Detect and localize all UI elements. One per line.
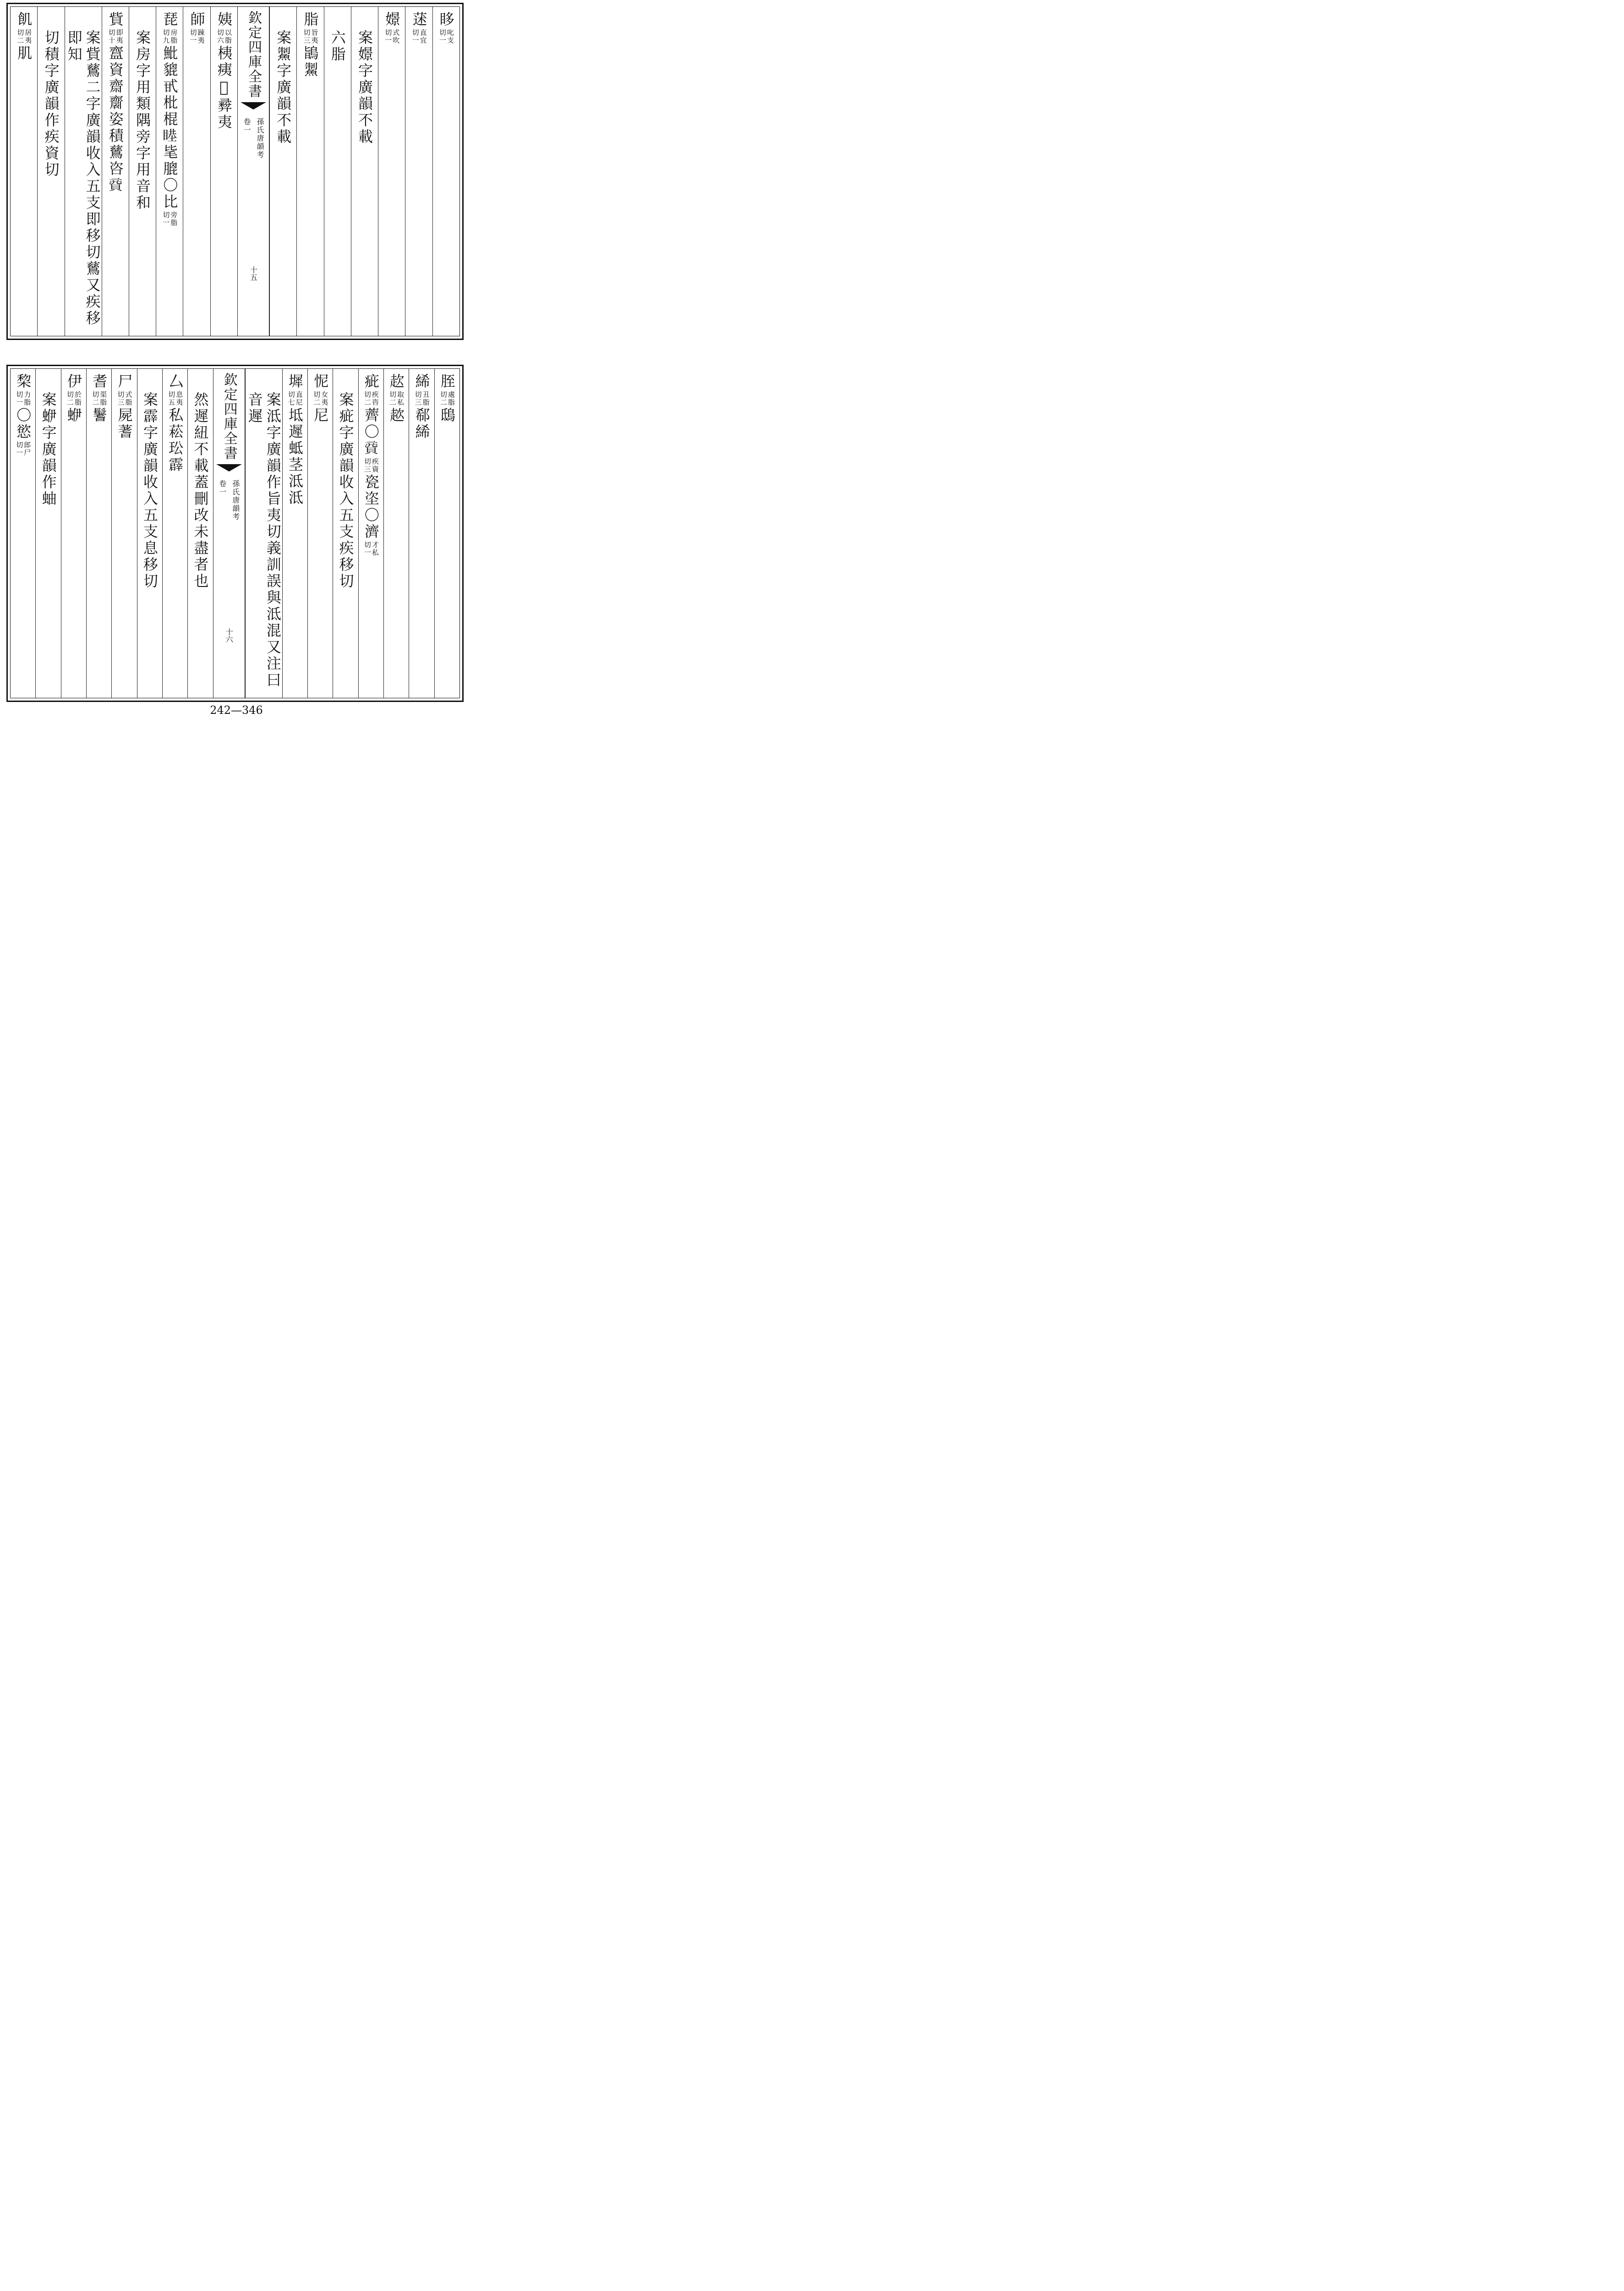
text-column	[324, 7, 351, 336]
rhyme-entry	[301, 11, 319, 78]
note-line: 居夷	[24, 29, 33, 44]
fanqie-note	[162, 29, 177, 44]
note-line: 切三	[363, 458, 372, 473]
text-column	[11, 369, 35, 698]
note-line: 息夷	[175, 391, 184, 406]
note-line: 切三	[302, 29, 311, 44]
note-line: 切二	[16, 29, 25, 44]
rhyme-entry	[160, 11, 179, 228]
fanqie-note	[216, 29, 232, 44]
entry-characters: 私菘玜霹	[166, 407, 184, 473]
rhyme-entry	[166, 373, 184, 473]
text-column	[137, 369, 162, 698]
commentary-text: 案霹字廣韻收入五支息移切	[141, 392, 159, 590]
note-line: 切一	[15, 391, 24, 406]
rhyme-entry	[215, 11, 233, 131]
entry-characters: 趑	[388, 407, 405, 424]
note-line: 切一	[363, 541, 372, 557]
entry-characters: 蛜	[65, 407, 82, 424]
text-column	[129, 7, 156, 336]
head-character: 疵	[362, 373, 380, 390]
head-character: 𡡡	[383, 11, 401, 28]
rhyme-entry	[387, 373, 405, 424]
rhyme-entry	[311, 373, 329, 424]
note-line: 切七	[287, 391, 295, 406]
commentary-text: 案䱥字廣韻不載	[274, 30, 292, 145]
commentary-text: 案泜字廣韻作旨夷切義訓誤與泜混又注曰音遲	[246, 392, 282, 689]
fanqie-note	[363, 391, 379, 406]
book-subtitle	[241, 118, 265, 159]
fish-tail-mark	[241, 102, 266, 114]
head-character: 飢	[15, 11, 33, 28]
fanqie-note	[363, 541, 379, 557]
fanqie-note	[162, 211, 177, 227]
text-column	[432, 7, 459, 336]
note-line: 切二	[363, 391, 372, 406]
note-line: 旁脂	[170, 211, 178, 227]
note-line: 切六	[216, 29, 224, 44]
bottom-page	[6, 365, 464, 702]
top-page	[6, 3, 464, 340]
text-column	[245, 369, 282, 698]
note-line: 切三	[414, 391, 422, 406]
text-column	[35, 369, 60, 698]
rhyme-entry	[106, 11, 125, 194]
rhyme-entry	[188, 11, 206, 45]
text-column	[383, 369, 409, 698]
entry-characters: 鬐	[90, 407, 108, 424]
fanqie-note	[117, 391, 132, 406]
head-character: 脂	[301, 11, 319, 28]
rhyme-entry	[362, 373, 380, 558]
note-line: 叱支	[446, 29, 454, 44]
bottom-columns	[11, 369, 459, 698]
commentary-text: 案房字用類隅旁字用音和	[134, 30, 152, 211]
text-column	[210, 7, 237, 336]
fanqie-note	[66, 391, 82, 406]
note-line: 切二	[312, 391, 321, 406]
text-column	[102, 7, 129, 336]
rhyme-entry	[413, 373, 431, 440]
head-character: 貲	[106, 11, 124, 28]
note-line: 切二	[66, 391, 74, 406]
text-column	[358, 369, 383, 698]
folio-number: 十六	[224, 628, 234, 643]
note-line: 切五	[167, 391, 176, 406]
book-name: 孫氏唐韻考	[231, 480, 240, 521]
note-line: 以脂	[224, 29, 232, 44]
text-column	[269, 7, 296, 336]
note-line: 即夷	[115, 29, 124, 44]
fanqie-note	[388, 391, 404, 406]
head-character: 伊	[65, 373, 82, 390]
fanqie-note	[15, 441, 31, 457]
commentary-text: 案貲鶿二字廣韻收入五支即移切鶿又疾移即知	[65, 30, 101, 327]
note-line: 切一	[384, 29, 393, 44]
head-character: 絺	[413, 373, 431, 390]
fanqie-note	[302, 29, 318, 44]
text-column	[111, 369, 137, 698]
text-column	[61, 369, 86, 698]
commentary-text: 案𡡡字廣韻不載	[356, 30, 374, 145]
fanqie-note	[384, 29, 399, 44]
entry-characters: 齍資齋𪗋姿積鶿咨𧶜	[106, 45, 124, 194]
fish-tail-mark	[216, 464, 242, 476]
text-column	[86, 369, 111, 698]
note-line: 式脂	[124, 391, 133, 406]
fanqie-note	[312, 391, 328, 406]
text-column	[333, 369, 358, 698]
note-line: 郎尸	[23, 441, 32, 457]
note-line: 切一	[411, 29, 420, 44]
rhyme-entry	[438, 373, 456, 424]
folio-number: 十五	[249, 266, 258, 281]
rhyme-entry	[410, 11, 428, 45]
note-line: 切一	[15, 441, 24, 457]
text-column	[37, 7, 64, 336]
head-character: 姨	[215, 11, 233, 28]
library-title: 欽定四庫全書	[221, 373, 237, 460]
note-line: 切一	[438, 29, 447, 44]
head-character: 眵	[437, 11, 455, 28]
head-character: 尸	[115, 373, 133, 390]
text-column	[296, 7, 323, 336]
commentary-text: 案疵字廣韻收入五支疾移切	[337, 392, 355, 590]
rhyme-entry	[65, 373, 83, 424]
head-character: 師	[188, 11, 206, 28]
head-character: 厶	[166, 373, 184, 390]
rhyme-entry	[14, 373, 32, 458]
commentary-text: 六脂	[328, 30, 346, 63]
head-character: 怩	[312, 373, 329, 390]
note-line: 直宜	[419, 29, 427, 44]
head-character: 琵	[161, 11, 179, 28]
text-column	[156, 7, 183, 336]
head-character: 赼	[388, 373, 405, 390]
note-line: 切二	[439, 391, 448, 406]
text-column	[187, 369, 213, 698]
fanqie-note	[411, 29, 427, 44]
entry-characters: 桋痍𢓨彛夷	[215, 45, 233, 131]
fanqie-note	[438, 29, 454, 44]
entry-characters: 魮貔甙枇棍𥈻毞膍〇比	[161, 45, 179, 210]
head-character: 耆	[90, 373, 108, 390]
note-line: 丑脂	[421, 391, 430, 406]
rhyme-entry	[286, 373, 304, 506]
note-line: 切十	[107, 29, 116, 44]
note-line: 切二	[388, 391, 397, 406]
head-character: 蒁	[410, 11, 428, 28]
text-column	[405, 7, 432, 336]
text-column	[282, 369, 307, 698]
rhyme-entry	[90, 373, 108, 424]
text-column	[307, 369, 333, 698]
book-subtitle	[217, 480, 241, 521]
fanqie-note	[189, 29, 205, 44]
note-line: 處脂	[447, 391, 455, 406]
text-column	[434, 369, 459, 698]
library-title: 欽定四庫全書	[246, 11, 262, 99]
entry-characters: 肌	[15, 45, 33, 62]
note-line: 踈夷	[197, 29, 205, 44]
volume-label: 卷一	[242, 118, 252, 134]
note-line: 切一	[162, 211, 170, 227]
rhyme-entry	[115, 373, 134, 440]
entry-characters: 坻遲蚳茎泜泜	[286, 407, 304, 506]
entry-characters: 鴲䱥	[301, 45, 319, 78]
text-column	[65, 7, 102, 336]
note-line: 切二	[91, 391, 100, 406]
note-line: 切三	[116, 391, 125, 406]
top-columns	[11, 7, 459, 336]
note-line: 切一	[189, 29, 197, 44]
note-line: 疾資	[371, 458, 379, 473]
fanqie-note	[16, 29, 32, 44]
note-line: 力脂	[23, 391, 32, 406]
fanqie-note	[15, 391, 31, 406]
note-line: 女夷	[320, 391, 329, 406]
note-line: 房脂	[170, 29, 178, 44]
note-line: 取私	[396, 391, 405, 406]
entry-characters: 屍蓍	[115, 407, 133, 440]
note-line: 直尼	[295, 391, 303, 406]
fanqie-note	[287, 391, 303, 406]
book-name: 孫氏唐韻考	[256, 118, 265, 159]
text-column	[351, 7, 378, 336]
commentary-text: 然遲紐不載蓋刪改未盡者也	[191, 392, 209, 590]
fanqie-note	[108, 29, 123, 44]
text-column	[162, 369, 187, 698]
note-line: 式吹	[392, 29, 400, 44]
page-footer-number: 242—346	[210, 704, 263, 717]
fanqie-note	[439, 391, 455, 406]
note-line: 切九	[162, 29, 170, 44]
note-line: 疾咨	[371, 391, 379, 406]
note-line: 渠脂	[99, 391, 108, 406]
fanqie-note	[414, 391, 430, 406]
center-column	[213, 369, 245, 698]
text-column	[183, 7, 210, 336]
center-column	[237, 7, 269, 336]
entry-characters: 薺〇𧶜	[362, 407, 380, 457]
fanqie-note	[91, 391, 107, 406]
top-page-frame	[10, 6, 460, 336]
head-character: 棃	[14, 373, 32, 390]
note-line: 於脂	[73, 391, 82, 406]
entry-characters: 尼	[312, 407, 329, 424]
fanqie-note	[363, 458, 379, 473]
head-character: 胵	[438, 373, 456, 390]
bottom-page-frame	[10, 368, 460, 698]
rhyme-entry	[437, 11, 455, 45]
entry-characters: 鴟	[438, 407, 456, 424]
text-column	[378, 7, 405, 336]
text-column	[11, 7, 37, 336]
volume-label: 卷一	[218, 480, 227, 496]
commentary-text: 案蛜字廣韻作蚰	[39, 392, 57, 507]
entry-characters: 瓷垐〇濟	[362, 474, 380, 540]
note-line: 旨夷	[310, 29, 319, 44]
text-column	[409, 369, 434, 698]
entry-characters: 郗絺	[413, 407, 431, 440]
fanqie-note	[167, 391, 183, 406]
rhyme-entry	[15, 11, 33, 62]
rhyme-entry	[383, 11, 401, 45]
entry-characters: 〇慾	[14, 407, 32, 440]
commentary-text: 切積字廣韻作疾資切	[42, 30, 60, 178]
head-character: 墀	[286, 373, 304, 390]
note-line: 才私	[371, 541, 379, 557]
